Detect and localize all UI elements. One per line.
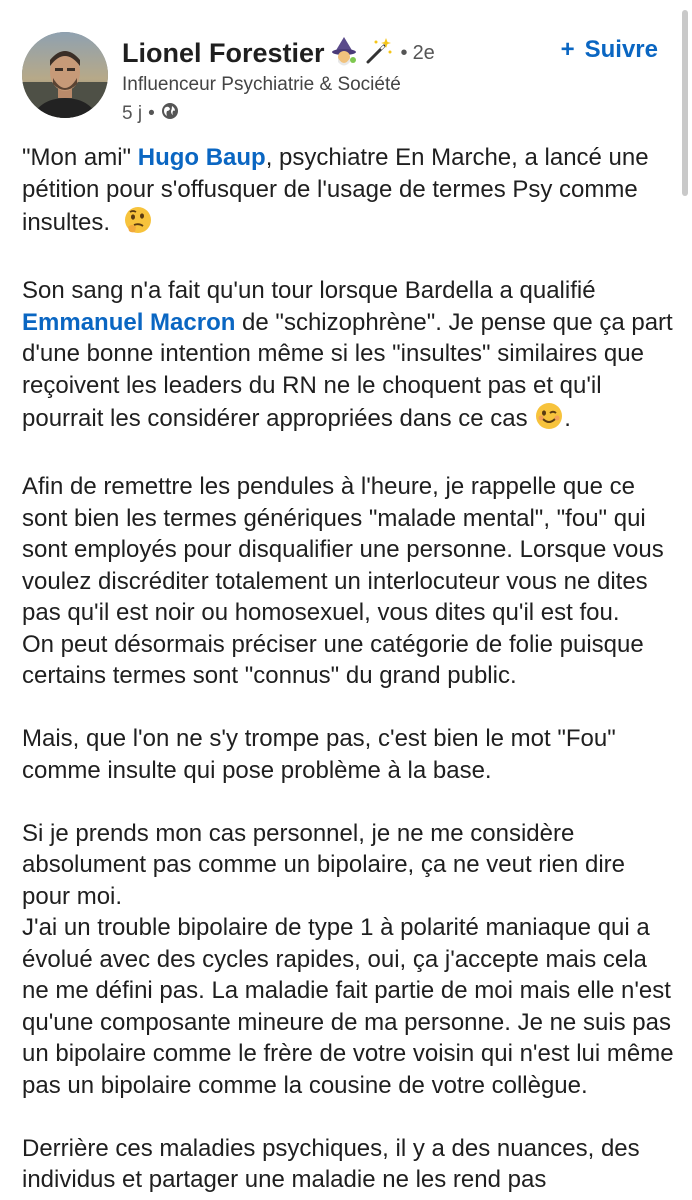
scrollbar[interactable]: [682, 10, 688, 196]
degree-separator: •: [400, 41, 408, 64]
author-name[interactable]: Lionel Forestier: [122, 37, 325, 68]
post-paragraph-6: Derrière ces maladies psychiques, il y a des nuances, des individus et partager une maladie ne les rend pas: [22, 1134, 640, 1193]
author-name-line: [122, 34, 542, 72]
post-paragraph-2: [22, 275, 674, 440]
follow-button[interactable]: [561, 36, 658, 64]
avatar-photo: [22, 32, 108, 118]
author-headline: Influenceur Psychiatrie & Société: [122, 74, 401, 95]
p3-line-1: Afin de remettre les pendules à l'heure, je rappelle que ce sont bien les termes génériques "malade mental", "fou" qui sont employés pour disqualifier une personne. Lorsque vous voulez discréditer totalement un interlocuteur vous ne dites pas qu'il est noir ou homosexuel, vous dites qu'il est fou.: [22, 473, 664, 626]
post-paragraph-1: [22, 142, 674, 244]
thinking-face-emoji-icon: [123, 205, 153, 244]
p1-text-after: , psychiatre En Marche, a lancé une pétition pour s'offusquer de l'usage de termes Psy comme insultes.: [22, 144, 649, 236]
degree-value: 2e: [412, 41, 435, 64]
p2-text-before: Son sang n'a fait qu'un tour lorsque Bardella a qualifié: [22, 277, 596, 304]
plus-icon: +: [560, 36, 575, 63]
connection-degree: [401, 42, 435, 65]
mention-hugo-baup[interactable]: Hugo Baup: [137, 144, 266, 171]
post-meta: [122, 102, 542, 126]
p2-text-end: .: [564, 405, 571, 432]
post-paragraph-5: [22, 818, 674, 1102]
p2-text-after: de "schizophrène". Je pense que ça part d'une bonne intention même si les "insultes" similaires que reçoivent les leaders du RN ne le choquent pas et qu'il pourrait les considérer appropriées dans ce cas: [22, 308, 673, 432]
follow-label: Suivre: [584, 36, 658, 63]
winking-face-emoji-icon: [534, 401, 564, 440]
meta-separator: •: [148, 103, 155, 124]
mage-emoji-icon: [329, 36, 359, 71]
post-time: 5 j: [122, 103, 143, 124]
mention-emmanuel-macron[interactable]: Emmanuel Macron: [22, 308, 236, 336]
p5-line-1: Si je prends mon cas personnel, je ne me considère absolument pas comme un bipolaire, ça ne veut rien dire pour moi.: [22, 819, 625, 910]
post-paragraph-4: Mais, que l'on ne s'y trompe pas, c'est bien le mot "Fou" comme insulte qui pose problème à la base.: [22, 725, 616, 784]
post-header: [22, 32, 672, 122]
magic-wand-icon: [363, 36, 393, 71]
avatar[interactable]: [22, 32, 108, 118]
p1-text-before: "Mon ami": [22, 144, 138, 171]
globe-icon: [161, 102, 179, 126]
p3-line-2: On peut désormais préciser une catégorie de folie puisque certains termes sont "connus" du grand public.: [22, 630, 644, 689]
post-body: [22, 142, 674, 1200]
author-block: [122, 34, 542, 126]
post-paragraph-3: [22, 471, 674, 692]
p5-line-2: J'ai un trouble bipolaire de type 1 à polarité maniaque qui a évolué avec des cycles rapides, oui, ça j'accepte mais cela ne me défini pas. La maladie fait partie de moi mais elle n'est qu'une composante mineure de ma personne. Je ne suis pas un bipolaire comme le frère de votre voisin qui n'est lui même pas un bipolaire comme la cousine de votre collègue.: [22, 914, 674, 1099]
